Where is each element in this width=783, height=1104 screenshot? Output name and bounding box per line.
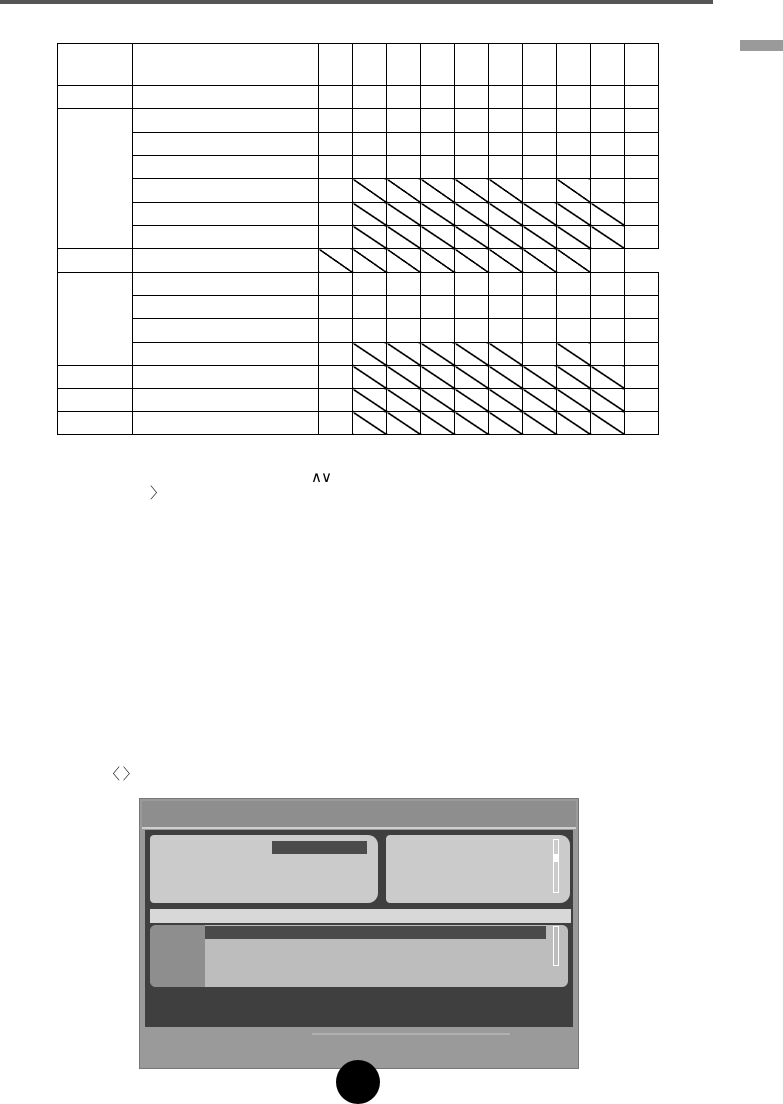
grid-cell bbox=[523, 156, 557, 179]
grid-cell bbox=[421, 156, 455, 179]
menu-list-side-column bbox=[150, 925, 205, 987]
page-number-badge bbox=[336, 1060, 380, 1104]
grid-cell bbox=[625, 273, 659, 296]
grid-cell bbox=[353, 319, 387, 343]
grid-cell bbox=[625, 319, 659, 343]
grid-cell-unavailable bbox=[489, 249, 523, 273]
grid-cell bbox=[387, 296, 421, 319]
left-right-arrows-icon: 〈 〉 bbox=[105, 765, 137, 783]
grid-row bbox=[58, 412, 659, 435]
grid-cell-unavailable bbox=[489, 389, 523, 412]
grid-cell-unavailable bbox=[353, 343, 387, 366]
grid-cell-unavailable bbox=[591, 226, 625, 249]
grid-cell bbox=[421, 133, 455, 156]
menu-footer-marker bbox=[312, 1033, 510, 1035]
grid-row bbox=[58, 366, 659, 389]
grid-cell bbox=[421, 273, 455, 296]
grid-cell bbox=[557, 319, 591, 343]
grid-cell-unavailable bbox=[523, 226, 557, 249]
grid-cell bbox=[625, 156, 659, 179]
menu-section-strip bbox=[150, 909, 571, 923]
grid-cell bbox=[523, 343, 557, 366]
grid-cell bbox=[387, 273, 421, 296]
grid-group-cell bbox=[58, 366, 133, 389]
grid-cell-unavailable bbox=[353, 203, 387, 226]
grid-cell bbox=[625, 389, 659, 412]
grid-cell bbox=[455, 273, 489, 296]
menu-list-scrollbar[interactable] bbox=[553, 926, 559, 966]
menu-title-divider bbox=[142, 827, 576, 829]
grid-label-cell bbox=[133, 319, 319, 343]
grid-cell-unavailable bbox=[353, 412, 387, 435]
grid-cell bbox=[591, 86, 625, 109]
grid-cell bbox=[319, 366, 353, 389]
grid-cell bbox=[591, 179, 625, 203]
grid-cell-unavailable bbox=[557, 343, 591, 366]
grid-cell bbox=[319, 412, 353, 435]
grid-cell-unavailable bbox=[591, 389, 625, 412]
grid-cell-unavailable bbox=[455, 226, 489, 249]
grid-cell-unavailable bbox=[353, 389, 387, 412]
grid-cell-unavailable bbox=[421, 203, 455, 226]
grid-cell-unavailable bbox=[455, 412, 489, 435]
menu-title-bar bbox=[142, 801, 576, 827]
grid-cell bbox=[489, 296, 523, 319]
grid-row bbox=[58, 296, 659, 319]
up-down-arrows-icon: ∧∨ bbox=[311, 468, 331, 486]
grid-row bbox=[58, 133, 659, 156]
grid-cell bbox=[489, 319, 523, 343]
grid-cell bbox=[353, 296, 387, 319]
grid-cell bbox=[489, 133, 523, 156]
grid-cell-unavailable bbox=[353, 366, 387, 389]
grid-label-cell bbox=[133, 366, 319, 389]
grid-cell bbox=[625, 179, 659, 203]
grid-cell bbox=[625, 412, 659, 435]
grid-cell bbox=[591, 273, 625, 296]
grid-cell-unavailable bbox=[489, 412, 523, 435]
grid-cell bbox=[557, 296, 591, 319]
grid-label-cell bbox=[133, 296, 319, 319]
grid-cell-unavailable bbox=[591, 366, 625, 389]
grid-cell bbox=[319, 226, 353, 249]
grid-label-cell bbox=[133, 133, 319, 156]
grid-header-cell bbox=[133, 44, 319, 86]
grid-cell bbox=[557, 156, 591, 179]
grid-cell bbox=[523, 319, 557, 343]
grid-cell-unavailable bbox=[387, 366, 421, 389]
grid-header-cell bbox=[58, 44, 133, 86]
grid-group-cell bbox=[58, 389, 133, 412]
grid-cell-unavailable bbox=[557, 412, 591, 435]
grid-cell-unavailable bbox=[319, 249, 353, 273]
selected-setting-field[interactable] bbox=[272, 841, 367, 854]
grid-cell-unavailable bbox=[523, 389, 557, 412]
grid-label-cell bbox=[133, 179, 319, 203]
grid-cell bbox=[591, 109, 625, 133]
grid-cell bbox=[319, 343, 353, 366]
grid-cell bbox=[625, 109, 659, 133]
grid-cell-unavailable bbox=[557, 179, 591, 203]
grid-header-cell bbox=[625, 44, 659, 86]
grid-row bbox=[58, 389, 659, 412]
menu-list-selected-item[interactable] bbox=[205, 926, 546, 939]
grid-row bbox=[58, 226, 659, 249]
grid-header-cell bbox=[523, 44, 557, 86]
grid-cell-unavailable bbox=[591, 412, 625, 435]
grid-row bbox=[58, 109, 659, 133]
grid-cell-unavailable bbox=[489, 366, 523, 389]
grid-group-cell bbox=[58, 86, 133, 109]
grid-cell bbox=[523, 133, 557, 156]
grid-label-cell bbox=[133, 203, 319, 226]
grid-cell bbox=[523, 86, 557, 109]
grid-cell bbox=[133, 249, 319, 273]
section-tab bbox=[740, 40, 783, 51]
grid-cell bbox=[353, 133, 387, 156]
grid-cell bbox=[591, 319, 625, 343]
grid-cell-unavailable bbox=[353, 226, 387, 249]
grid-cell-unavailable bbox=[455, 203, 489, 226]
grid-label-cell bbox=[133, 343, 319, 366]
grid-cell bbox=[489, 273, 523, 296]
grid-cell-unavailable bbox=[523, 249, 557, 273]
grid-cell bbox=[591, 133, 625, 156]
grid-cell bbox=[319, 319, 353, 343]
grid-cell bbox=[625, 226, 659, 249]
grid-row bbox=[58, 86, 659, 109]
grid-cell-unavailable bbox=[557, 203, 591, 226]
grid-row bbox=[58, 319, 659, 343]
grid-cell bbox=[625, 133, 659, 156]
grid-cell bbox=[523, 109, 557, 133]
grid-cell-unavailable bbox=[523, 366, 557, 389]
grid-cell bbox=[319, 156, 353, 179]
grid-cell-unavailable bbox=[489, 203, 523, 226]
grid-cell bbox=[557, 109, 591, 133]
grid-cell bbox=[625, 86, 659, 109]
grid-cell bbox=[455, 319, 489, 343]
grid-cell bbox=[421, 109, 455, 133]
grid-label-cell bbox=[133, 86, 319, 109]
grid-cell bbox=[455, 133, 489, 156]
grid-header-cell bbox=[455, 44, 489, 86]
grid-label-cell bbox=[133, 109, 319, 133]
grid-cell bbox=[319, 296, 353, 319]
grid-cell bbox=[523, 179, 557, 203]
grid-cell bbox=[387, 319, 421, 343]
grid-row bbox=[58, 273, 659, 296]
grid-cell bbox=[387, 156, 421, 179]
grid-cell bbox=[455, 86, 489, 109]
grid-cell bbox=[455, 109, 489, 133]
grid-cell bbox=[489, 156, 523, 179]
grid-cell bbox=[625, 366, 659, 389]
grid-header-cell bbox=[421, 44, 455, 86]
grid-group-cell bbox=[58, 412, 133, 435]
grid-cell-unavailable bbox=[557, 389, 591, 412]
grid-header-cell bbox=[591, 44, 625, 86]
grid-label-cell bbox=[133, 389, 319, 412]
grid-row bbox=[58, 249, 659, 273]
grid-cell-unavailable bbox=[387, 389, 421, 412]
grid-header-cell bbox=[489, 44, 523, 86]
grid-header-cell bbox=[387, 44, 421, 86]
grid-cell bbox=[625, 296, 659, 319]
grid-cell bbox=[523, 273, 557, 296]
grid-cell bbox=[387, 133, 421, 156]
grid-header-cell bbox=[319, 44, 353, 86]
grid-cell bbox=[353, 156, 387, 179]
grid-cell bbox=[625, 203, 659, 226]
grid-cell bbox=[591, 296, 625, 319]
grid-header-cell bbox=[353, 44, 387, 86]
grid-cell bbox=[319, 86, 353, 109]
grid-cell bbox=[421, 296, 455, 319]
grid-cell bbox=[319, 133, 353, 156]
grid-cell-unavailable bbox=[353, 179, 387, 203]
grid-cell bbox=[319, 109, 353, 133]
right-panel-scrollbar[interactable] bbox=[553, 839, 559, 893]
grid-label-cell bbox=[133, 226, 319, 249]
grid-cell bbox=[489, 86, 523, 109]
grid-header-row bbox=[58, 44, 659, 86]
grid-cell bbox=[625, 343, 659, 366]
grid-cell-unavailable bbox=[387, 203, 421, 226]
grid-group-cell bbox=[58, 273, 133, 366]
grid-cell-unavailable bbox=[455, 343, 489, 366]
grid-cell-unavailable bbox=[557, 226, 591, 249]
grid-cell-unavailable bbox=[489, 343, 523, 366]
grid-cell-unavailable bbox=[455, 366, 489, 389]
grid-cell bbox=[319, 179, 353, 203]
grid-cell-unavailable bbox=[421, 389, 455, 412]
grid-cell bbox=[557, 273, 591, 296]
grid-header-cell bbox=[557, 44, 591, 86]
grid-label-cell bbox=[133, 412, 319, 435]
grid-cell-unavailable bbox=[387, 179, 421, 203]
grid-cell bbox=[455, 296, 489, 319]
grid-cell-unavailable bbox=[489, 226, 523, 249]
grid-cell-unavailable bbox=[387, 412, 421, 435]
grid-cell-unavailable bbox=[387, 226, 421, 249]
grid-cell-unavailable bbox=[523, 412, 557, 435]
grid-cell bbox=[591, 156, 625, 179]
grid-cell-unavailable bbox=[353, 249, 387, 273]
grid-cell-unavailable bbox=[421, 249, 455, 273]
grid-row bbox=[58, 156, 659, 179]
grid-cell bbox=[353, 109, 387, 133]
menu-right-panel bbox=[386, 835, 570, 903]
grid-cell-unavailable bbox=[455, 249, 489, 273]
grid-cell-unavailable bbox=[557, 366, 591, 389]
grid-cell-unavailable bbox=[557, 249, 591, 273]
grid-cell bbox=[557, 133, 591, 156]
grid-cell-unavailable bbox=[421, 343, 455, 366]
grid-cell-unavailable bbox=[421, 412, 455, 435]
grid-cell-unavailable bbox=[455, 389, 489, 412]
grid-label-cell bbox=[58, 249, 133, 273]
grid-cell bbox=[387, 109, 421, 133]
grid-cell bbox=[421, 86, 455, 109]
right-panel-scroll-thumb[interactable] bbox=[554, 854, 558, 862]
grid-cell bbox=[353, 273, 387, 296]
compatibility-grid bbox=[57, 43, 659, 435]
grid-cell-unavailable bbox=[387, 249, 421, 273]
grid-cell-unavailable bbox=[591, 203, 625, 226]
grid-cell-unavailable bbox=[421, 226, 455, 249]
grid-cell bbox=[489, 109, 523, 133]
menu-screen-illustration bbox=[139, 798, 579, 1069]
grid-cell bbox=[523, 296, 557, 319]
grid-cell bbox=[557, 86, 591, 109]
grid-cell-unavailable bbox=[489, 179, 523, 203]
grid-label-cell bbox=[133, 273, 319, 296]
grid-cell bbox=[387, 86, 421, 109]
grid-cell bbox=[319, 273, 353, 296]
grid-cell-unavailable bbox=[523, 203, 557, 226]
right-arrow-icon: 〉 bbox=[150, 484, 165, 502]
grid-cell bbox=[421, 319, 455, 343]
top-rule bbox=[0, 0, 713, 4]
grid-cell bbox=[591, 249, 625, 273]
grid-cell-unavailable bbox=[455, 179, 489, 203]
grid-cell bbox=[455, 156, 489, 179]
grid-cell bbox=[319, 389, 353, 412]
grid-cell bbox=[319, 203, 353, 226]
grid-row bbox=[58, 203, 659, 226]
grid-cell-unavailable bbox=[387, 343, 421, 366]
grid-row bbox=[58, 179, 659, 203]
grid-cell bbox=[353, 86, 387, 109]
grid-cell-unavailable bbox=[421, 366, 455, 389]
grid-row bbox=[58, 343, 659, 366]
grid-group-cell bbox=[58, 109, 133, 249]
grid-cell-unavailable bbox=[421, 179, 455, 203]
grid-label-cell bbox=[133, 156, 319, 179]
grid-cell bbox=[591, 343, 625, 366]
